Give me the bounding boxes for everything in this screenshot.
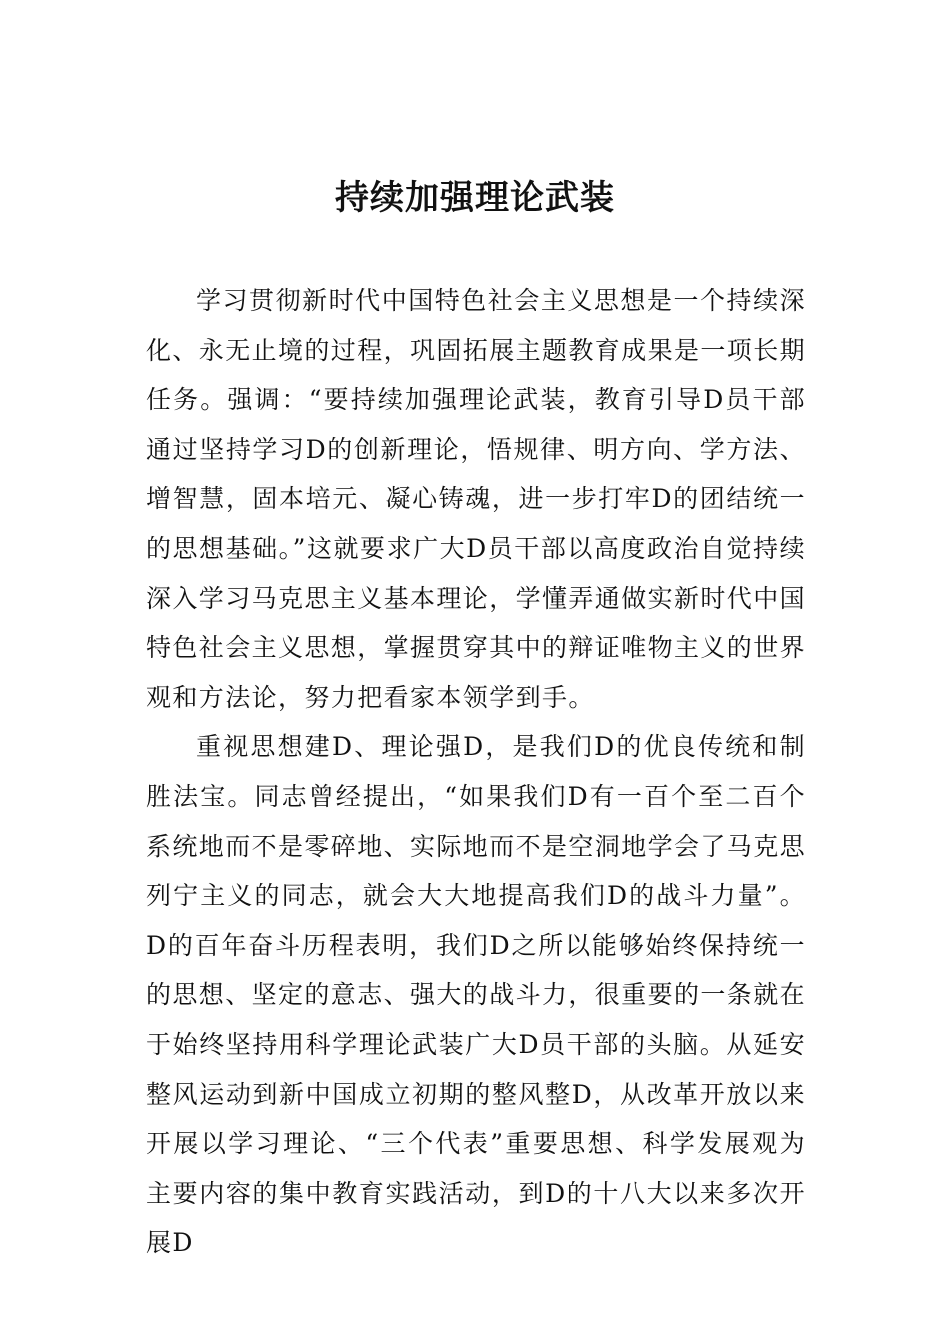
document-title: 持续加强理论武装: [335, 178, 615, 218]
document-body: [146, 276, 806, 1268]
body-paragraph-1: 学习贯彻新时代中国特色社会主义思想是一个持续深化、永无止境的过程，巩固拓展主题教育成果是一项长期任务。强调：“要持续加强理论武装，教育引导D员干部通过坚持学习D的创新理论，悟规律、明方向、学方法、增智慧，固本培元、凝心铸魂，进一步打牢D的团结统一的思想基础。”这就要求广大D员干部以高度政治自觉持续深入学习马克思主义基本理论，学懂弄通做实新时代中国特色社会主义思想，掌握贯穿其中的辩证唯物主义的世界观和方法论，努力把看家本领学到手。: [146, 286, 807, 712]
body-paragraph-2: 重视思想建D、理论强D，是我们D的优良传统和制胜法宝。同志曾经提出，“如果我们D有一百个至二百个系统地而不是零碎地、实际地而不是空洞地学会了马克思列宁主义的同志，就会大大地提高我们D的战斗力量”。D的百年奋斗历程表明，我们D之所以能够始终保持统一的思想、坚定的意志、强大的战斗力，很重要的一条就在于始终坚持用科学理论武装广大D员干部的头脑。从延安整风运动到新中国成立初期的整风整D，从改革开放以来开展以学习理论、“三个代表”重要思想、科学发展观为主要内容的集中教育实践活动，到D的十八大以来多次开展D: [146, 732, 807, 1258]
